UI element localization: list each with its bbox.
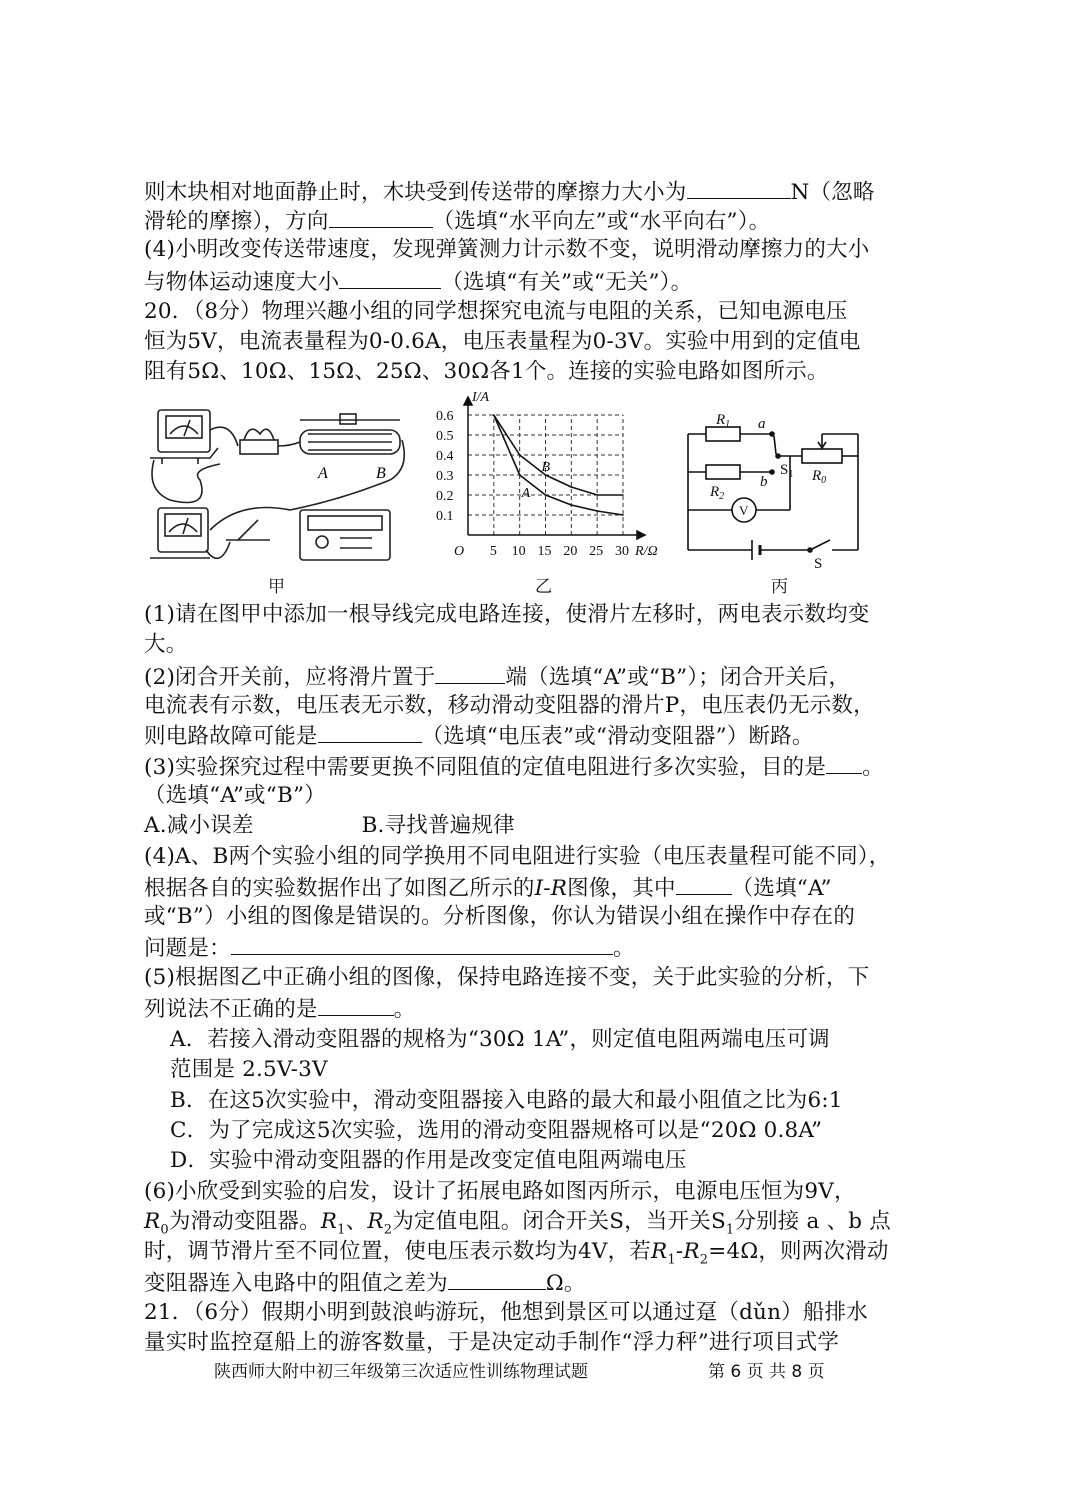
svg-text:a: a [758, 416, 766, 432]
y-tick-label: 0.2 [436, 489, 454, 504]
switch-s-icon [810, 540, 830, 550]
y-tick-label: 0.6 [436, 409, 454, 424]
text-line: (4)小明改变传送带速度，发现弹簧测力计示数不变，说明滑动摩擦力的大小 [144, 237, 870, 262]
text-line: (1)请在图甲中添加一根导线完成电路连接，使滑片左移时，两电表示数均变 [144, 602, 870, 627]
data-point-B [493, 414, 495, 416]
option-d: D．实验中滑动变阻器的作用是改变定值电阻两端电压 [170, 1148, 687, 1173]
x-tick-label: 15 [537, 544, 552, 559]
figure-bing-circuit [680, 410, 870, 570]
y-tick-label: 0.1 [436, 509, 454, 524]
series-line-A [494, 415, 623, 515]
series-b-label: B [541, 460, 551, 475]
rheostat-end-a-label: A [318, 465, 328, 482]
x-tick-label: 5 [489, 544, 497, 559]
text-line: (5)根据图乙中正确小组的图像，保持电路连接不变，关于此实验的分析，下 [144, 965, 870, 990]
text-line: 变阻器连入电路中的阻值之差为 Ω。 [144, 1267, 586, 1299]
caption-yi: 乙 [535, 577, 552, 597]
figure-jia-apparatus [140, 400, 420, 570]
svg-text:R2: $R_2$ [710, 484, 725, 502]
y-axis-label: I/A [472, 390, 490, 405]
y-tick-label: 0.3 [436, 469, 454, 484]
x-tick-label: 10 [511, 544, 526, 559]
resistor-r2-icon [706, 465, 740, 479]
text-line: 根据各自的实验数据作出了如图乙所示的I-R图像，其中 （选填“A” [144, 872, 832, 904]
answer-blank[interactable] [687, 176, 791, 199]
figure-yi-chart [428, 390, 678, 575]
x-axis-arrow [637, 531, 645, 539]
data-point-B [519, 454, 521, 456]
option-a: A．若接入滑动变阻器的规格为“30Ω 1A”，则定值电阻两端电压可调 [170, 1027, 830, 1052]
question-21-header: 21．（6分）假期小明到鼓浪屿游玩，他想到景区可以通过趸（dǔn）船排水 [144, 1300, 868, 1325]
text-line: $R_0$为滑动变阻器。$R_1$、$R_2$为定值电阻。闭合开关S，当开关$S_1$分别接 a 、b 点 [144, 1209, 891, 1238]
text-line: 时，调节滑片至不同位置，使电压表示数均为4V，若$R_1-R_2=4\Omega$，则两次滑动 [144, 1239, 889, 1268]
text-line: 则电路故障可能是 （选填“电压表”或“滑动变阻器”）断路。 [144, 720, 814, 752]
x-tick-label: 25 [589, 544, 604, 559]
answer-blank[interactable] [435, 661, 505, 684]
question-20-header: 20．（8分）物理兴趣小组的同学想探究电流与电阻的关系，已知电源电压 [144, 299, 848, 324]
svg-text:R0: $R_0$ [812, 468, 827, 486]
text-line: (4)A、B两个实验小组的同学换用不同电阻进行实验（电压表量程可能不同）， [144, 844, 891, 869]
data-point-B [622, 494, 624, 496]
svg-text:V: V [739, 503, 749, 518]
x-tick-label: 20 [563, 544, 578, 559]
answer-blank[interactable] [448, 1267, 546, 1290]
text-line: (3)实验探究过程中需要更换不同阻值的定值电阻进行多次实验，目的是 。 [144, 751, 884, 783]
y-tick-label: 0.5 [436, 429, 454, 444]
y-axis-arrow [464, 397, 472, 405]
answer-blank[interactable] [339, 266, 441, 289]
data-point-B [596, 494, 598, 496]
answer-blank[interactable] [826, 751, 862, 774]
text-line: 电流表有示数，电压表无示数，移动滑动变阻器的滑片P，电压表仍无示数， [144, 693, 875, 718]
option-line: A.减小误差 B.寻找普遍规律 [144, 813, 515, 838]
option-b: B．在这5次实验中，滑动变阻器接入电路的最大和最小阻值之比为6:1 [170, 1088, 843, 1113]
text-line: 问题是： 。 [144, 932, 635, 964]
answer-blank[interactable] [318, 720, 422, 743]
rheostat-end-b-label: B [376, 465, 386, 482]
fixed-resistor-icon [240, 440, 278, 454]
option-c: C．为了完成这5次实验，选用的滑动变阻器规格可以是“20Ω 0.8A” [170, 1118, 823, 1143]
x-tick-label: 30 [615, 544, 629, 559]
data-point-B [571, 486, 573, 488]
text-line: 或“B”）小组的图像是错误的。分析图像，你认为错误小组在操作中存在的 [144, 904, 856, 929]
text-line: (6)小欣受到实验的启发，设计了拓展电路如图丙所示，电源电压恒为9V， [144, 1179, 856, 1204]
footer-page-number: 第 6 页 共 8 页 [708, 1362, 825, 1382]
caption-bing: 丙 [771, 577, 788, 597]
answer-blank[interactable] [329, 205, 433, 228]
switch-s1-blade [774, 436, 776, 454]
text-line: 滑轮的摩擦），方向 （选填“水平向左”或“水平向右”）。 [144, 205, 770, 237]
svg-text:b: b [760, 474, 768, 490]
text-line: 恒为5V，电流表量程为0-0.6A，电压表量程为0-3V。实验中用到的定值电 [144, 329, 861, 354]
contact-b [770, 470, 774, 474]
text-line: 范围是 2.5V-3V [170, 1057, 328, 1082]
origin-label: O [454, 544, 465, 559]
text-line: 阻有5Ω、10Ω、15Ω、25Ω、30Ω各1个。连接的实验电路如图所示。 [144, 359, 829, 384]
y-tick-label: 0.4 [436, 449, 454, 464]
data-point-A [545, 494, 547, 496]
text-line: (2)闭合开关前，应将滑片置于 端（选填“A”或“B”）；闭合开关后， [144, 661, 850, 693]
text-line: 则木块相对地面静止时，木块受到传送带的摩擦力大小为 N（忽略 [144, 176, 875, 208]
svg-text:S: S [814, 556, 823, 570]
text-line: 量实时监控趸船上的游客数量，于是决定动手制作“浮力秤”进行项目式学 [144, 1330, 840, 1355]
caption-jia: 甲 [268, 577, 285, 597]
answer-blank[interactable] [676, 872, 732, 895]
text-line: 列说法不正确的是 。 [144, 993, 415, 1025]
resistor-r1-icon [706, 427, 740, 441]
contact-a [770, 432, 774, 436]
data-point-A [571, 504, 573, 506]
x-axis-label: R/Ω [635, 544, 658, 559]
text-line: （选填“A”或“B”） [144, 783, 326, 808]
footer-title: 陕西师大附中初三年级第三次适应性训练物理试题 [214, 1362, 588, 1382]
text-line: 与物体运动速度大小 （选填“有关”或“无关”）。 [144, 266, 692, 298]
rheostat-r0-icon [802, 449, 842, 463]
power-supply-icon [300, 510, 390, 560]
data-point-A [596, 510, 598, 512]
text-line: 大。 [144, 632, 188, 657]
svg-text:S1: $S_1$ [780, 462, 794, 480]
data-point-A [622, 514, 624, 516]
switch-icon [226, 520, 270, 540]
svg-text:R1: $R_1$ [716, 412, 731, 430]
answer-blank[interactable] [231, 932, 613, 955]
answer-blank[interactable] [318, 993, 394, 1016]
data-point-A [519, 474, 521, 476]
series-a-label: A [521, 486, 531, 501]
